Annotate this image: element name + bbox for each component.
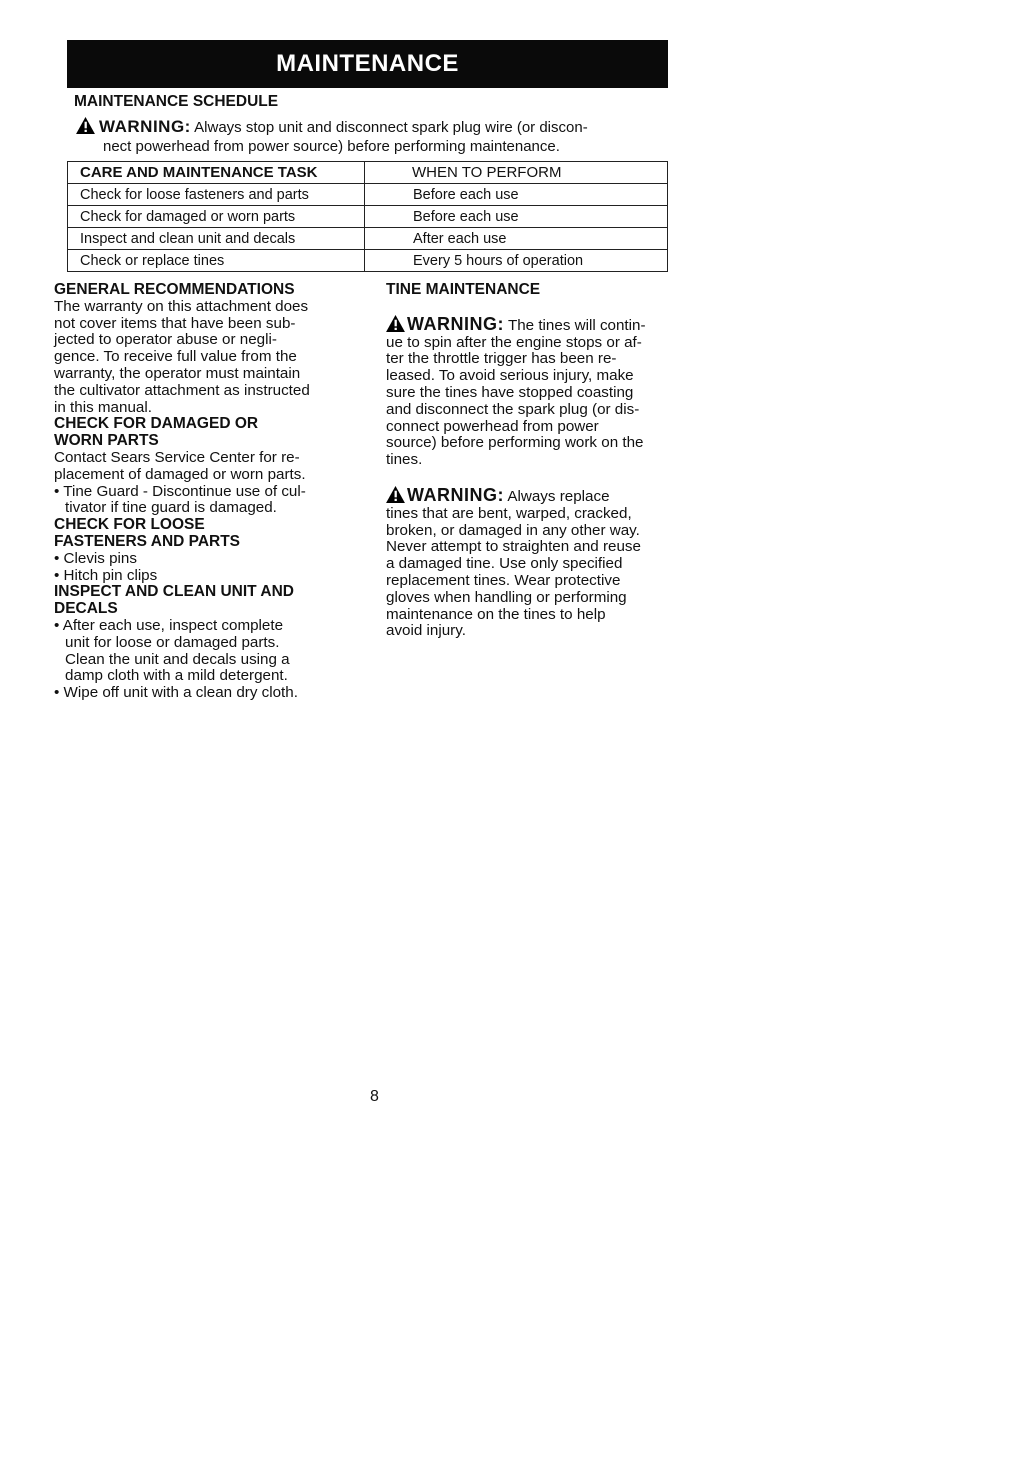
text-line: and disconnect the spark plug (or dis-	[386, 400, 640, 418]
text-line: gloves when handling or performing	[386, 588, 627, 606]
bullet-item: • Tine Guard - Discontinue use of cul-	[54, 482, 306, 500]
table-header-row	[68, 162, 668, 184]
schedule-warning	[76, 117, 676, 156]
schedule-title: MAINTENANCE SCHEDULE	[74, 93, 279, 110]
text-line: sure the tines have stopped coasting	[386, 383, 634, 401]
text-line: The warranty on this attachment does	[54, 297, 309, 315]
warning-triangle-icon	[386, 486, 405, 503]
text-line: Never attempt to straighten and reuse	[386, 538, 641, 556]
table-cell: Check for loose fasteners and parts	[68, 184, 365, 206]
text-line: ue to spin after the engine stops or af-	[386, 333, 642, 351]
bullet-item: • Clevis pins	[54, 549, 137, 567]
maintenance-schedule-table	[67, 161, 668, 272]
warning-triangle-icon	[76, 117, 95, 134]
bullet-item: • After each use, inspect complete	[54, 616, 284, 634]
bullet-item-continued: Clean the unit and decals using a	[65, 650, 290, 668]
text-line: tines that are bent, warped, cracked,	[386, 504, 632, 522]
column-header-task: CARE AND MAINTENANCE TASK	[68, 162, 365, 184]
text-line: the cultivator attachment as instructed	[54, 381, 310, 399]
inspect-clean-heading-line2: DECALS	[54, 600, 118, 618]
bullet-item: • Wipe off unit with a clean dry cloth.	[54, 684, 298, 702]
table-row	[68, 250, 668, 272]
warning-label: WARNING:	[407, 313, 504, 334]
text-line: jected to operator abuse or negli-	[54, 331, 277, 349]
text-line: placement of damaged or worn parts.	[54, 465, 306, 483]
table-cell: After each use	[365, 228, 668, 250]
warning-text: Always replace	[504, 487, 610, 505]
text-line: warranty, the operator must maintain	[54, 364, 301, 382]
table-cell: Inspect and clean unit and decals	[68, 228, 365, 250]
page-banner: MAINTENANCE	[67, 40, 668, 88]
bullet-item-continued: damp cloth with a mild detergent.	[65, 667, 288, 685]
right-column	[386, 282, 676, 640]
loose-fasteners-heading-line2: FASTENERS AND PARTS	[54, 532, 241, 550]
table-row	[68, 206, 668, 228]
warning-label: WARNING:	[99, 117, 191, 136]
table-cell: Every 5 hours of operation	[365, 250, 668, 272]
warning-text: The tines will contin-	[504, 316, 646, 334]
text-line: connect powerhead from power	[386, 417, 599, 435]
text-line: avoid injury.	[386, 622, 466, 640]
text-line: replacement tines. Wear protective	[386, 571, 621, 589]
text-line: leased. To avoid serious injury, make	[386, 367, 634, 385]
text-line: broken, or damaged in any other way.	[386, 521, 640, 539]
text-line: tines.	[386, 451, 423, 469]
warning-text: Always stop unit and disconnect spark plug wire (or discon-	[190, 119, 588, 136]
table-row	[68, 184, 668, 206]
text-line: not cover items that have been sub-	[54, 314, 296, 332]
tine-warning-2	[386, 486, 676, 640]
bullet-item: • Hitch pin clips	[54, 566, 158, 584]
table-cell: Before each use	[365, 206, 668, 228]
general-recommendations-text	[54, 299, 354, 417]
text-line: a damaged tine. Use only specified	[386, 555, 623, 573]
damaged-parts-heading-line2: WORN PARTS	[54, 432, 159, 450]
damaged-parts-heading: CHECK FOR DAMAGED OR	[54, 415, 259, 433]
tine-warning-1	[386, 315, 676, 469]
table-cell: Check for damaged or worn parts	[68, 206, 365, 228]
table-cell: Check or replace tines	[68, 250, 365, 272]
text-line: maintenance on the tines to help	[386, 605, 606, 623]
bullet-item-continued: tivator if tine guard is damaged.	[65, 499, 277, 517]
left-column	[54, 282, 354, 702]
warning-text-continued: nect powerhead from power source) before performing maintenance.	[103, 138, 560, 155]
table-cell: Before each use	[365, 184, 668, 206]
page-number: 8	[370, 1088, 379, 1105]
text-line: gence. To receive full value from the	[54, 348, 297, 366]
text-line: Contact Sears Service Center for re-	[54, 448, 300, 466]
table-row	[68, 228, 668, 250]
warning-triangle-icon	[386, 315, 405, 332]
loose-fasteners-heading: CHECK FOR LOOSE	[54, 516, 205, 534]
general-recommendations-heading: GENERAL RECOMMENDATIONS	[54, 281, 295, 298]
text-line: in this manual.	[54, 398, 152, 416]
warning-label: WARNING:	[407, 484, 504, 505]
tine-maintenance-heading: TINE MAINTENANCE	[386, 281, 541, 298]
bullet-item-continued: unit for loose or damaged parts.	[65, 633, 280, 651]
text-line: ter the throttle trigger has been re-	[386, 350, 617, 368]
inspect-clean-heading: INSPECT AND CLEAN UNIT AND	[54, 583, 294, 601]
column-header-when: WHEN TO PERFORM	[365, 162, 668, 184]
text-line: source) before performing work on the	[386, 434, 644, 452]
